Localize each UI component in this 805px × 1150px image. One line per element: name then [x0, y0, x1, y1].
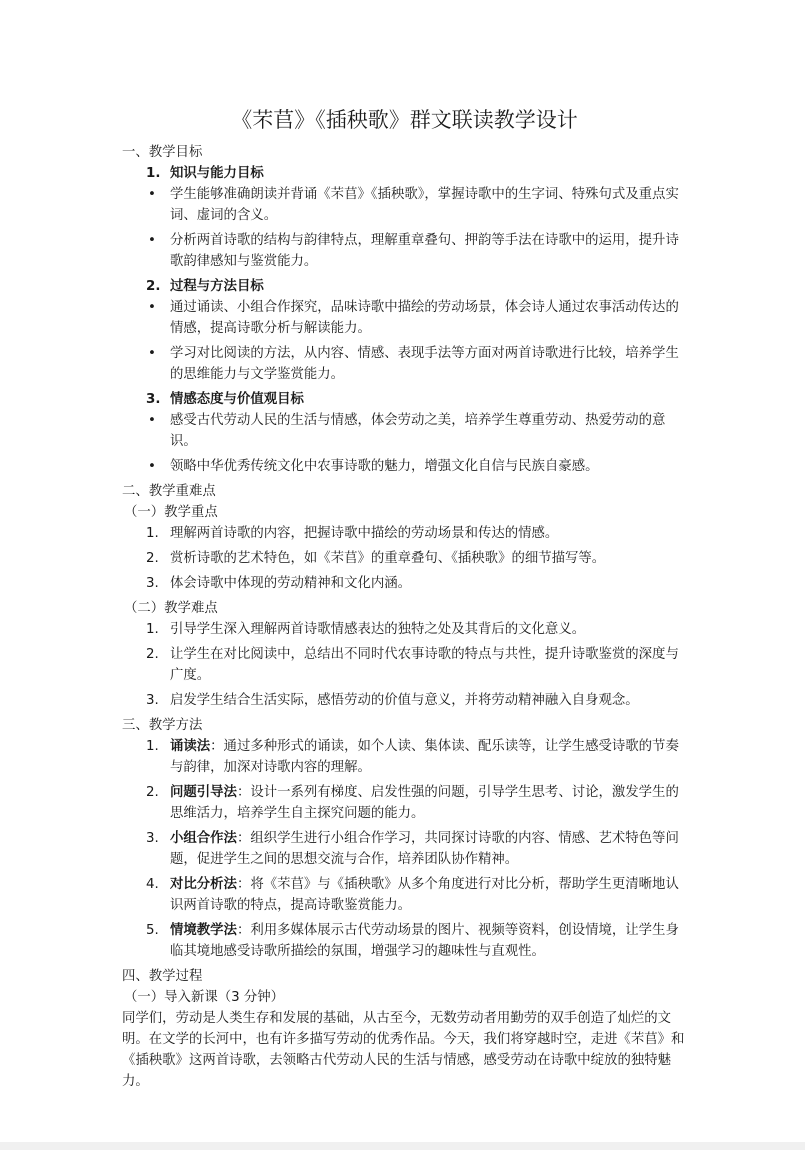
goal-group-title: 过程与方法目标 [170, 279, 264, 294]
bullet-icon: • [148, 346, 156, 361]
list-text: 启发学生结合生活实际，感悟劳动的价值与意义，并将劳动精神融入自身观念。 [170, 693, 639, 708]
list-number: 4. [146, 877, 159, 892]
method-label: 情境教学法 [170, 923, 237, 938]
goal-bullet-item [122, 410, 687, 452]
list-item [122, 619, 687, 640]
goal-text: 通过诵读、小组合作探究，品味诗歌中描绘的劳动场景，体会诗人通过农事活动传达的情感，提高诗歌分析与解读能力。 [170, 300, 679, 336]
section-heading-process: 四、教学过程 [122, 969, 203, 984]
document-body [122, 106, 687, 1092]
list-number: 1. [146, 622, 159, 637]
subsection-heading-intro: （一）导入新课（3 分钟） [124, 990, 285, 1005]
section-heading-goals: 一、教学目标 [122, 145, 203, 160]
list-number: 2. [146, 551, 159, 566]
list-text: 理解两首诗歌的内容，把握诗歌中描绘的劳动场景和传达的情感。 [170, 526, 559, 541]
section-heading-methods: 三、教学方法 [122, 718, 203, 733]
goal-group-number: 3. [146, 392, 161, 407]
bullet-icon: • [148, 413, 156, 428]
goal-text: 学习对比阅读的方法，从内容、情感、表现手法等方面对两首诗歌进行比较，培养学生的思维能力与文学鉴赏能力。 [170, 346, 679, 382]
goal-text: 感受古代劳动人民的生活与情感，体会劳动之美，培养学生尊重劳动、热爱劳动的意识。 [170, 413, 666, 449]
list-number: 2. [146, 647, 159, 662]
intro-paragraph: 同学们，劳动是人类生存和发展的基础，从古至今，无数劳动者用勤劳的双手创造了灿烂的文明。在文学的长河中，也有许多描写劳动的优秀作品。今天，我们将穿越时空，走进《芣苢》和《插秧歌》这两首诗歌，去领略古代劳动人民的生活与情感，感受劳动在诗歌中绽放的独特魅力。 [122, 1011, 685, 1089]
goal-group-2 [122, 276, 687, 297]
list-text: 体会诗歌中体现的劳动精神和文化内涵。 [170, 576, 412, 591]
goal-group-number: 1. [146, 166, 161, 181]
subsection-heading-difficulty: （二）教学难点 [124, 601, 218, 616]
bullet-icon: • [148, 233, 156, 248]
list-number: 3. [146, 831, 159, 846]
bullet-icon: • [148, 459, 156, 474]
document-title: 《芣苢》《插秧歌》群文联读教学设计 [231, 108, 578, 132]
list-number: 5. [146, 923, 159, 938]
method-text: ：设计一系列有梯度、启发性强的问题，引导学生思考、讨论，激发学生的思维活力，培养学生自主探究问题的能力。 [170, 785, 679, 821]
method-text: ：通过多种形式的诵读，如个人读、集体读、配乐读等，让学生感受诗歌的节奏与韵律，加深对诗歌内容的理解。 [170, 739, 679, 775]
goal-bullet-item [122, 184, 687, 226]
method-item [122, 920, 687, 962]
method-item [122, 828, 687, 870]
list-text: 让学生在对比阅读中，总结出不同时代农事诗歌的特点与共性，提升诗歌鉴赏的深度与广度。 [170, 647, 679, 683]
list-number: 1. [146, 739, 159, 754]
method-text: ：组织学生进行小组合作学习，共同探讨诗歌的内容、情感、艺术特色等问题，促进学生之间的思想交流与合作，培养团队协作精神。 [170, 831, 679, 867]
goal-bullet-item [122, 343, 687, 385]
goal-text: 领略中华优秀传统文化中农事诗歌的魅力，增强文化自信与民族自豪感。 [170, 459, 599, 474]
section-heading-keypoints: 二、教学重难点 [122, 484, 216, 499]
list-item [122, 573, 687, 594]
goal-bullet-item [122, 230, 687, 272]
list-number: 3. [146, 693, 159, 708]
method-item [122, 874, 687, 916]
method-label: 小组合作法 [170, 831, 237, 846]
list-number: 3. [146, 576, 159, 591]
goal-bullet-item [122, 456, 687, 477]
list-item [122, 644, 687, 686]
list-item [122, 690, 687, 711]
bullet-icon: • [148, 300, 156, 315]
method-label: 问题引导法 [170, 785, 237, 800]
goal-bullet-item [122, 297, 687, 339]
method-item [122, 782, 687, 824]
list-text: 赏析诗歌的艺术特色，如《芣苢》的重章叠句、《插秧歌》的细节描写等。 [170, 551, 606, 566]
bullet-icon: • [148, 187, 156, 202]
method-label: 诵读法 [170, 739, 211, 754]
goal-group-1 [122, 163, 687, 184]
method-item [122, 736, 687, 778]
goal-text: 分析两首诗歌的结构与韵律特点，理解重章叠句、押韵等手法在诗歌中的运用，提升诗歌韵律感知与鉴赏能力。 [170, 233, 679, 269]
goal-text: 学生能够准确朗读并背诵《芣苢》《插秧歌》，掌握诗歌中的生字词、特殊句式及重点实词、虚词的含义。 [170, 187, 679, 223]
method-label: 对比分析法 [170, 877, 237, 892]
list-item [122, 548, 687, 569]
list-number: 2. [146, 785, 159, 800]
subsection-heading-focus: （一）教学重点 [124, 505, 218, 520]
list-text: 引导学生深入理解两首诗歌情感表达的独特之处及其背后的文化意义。 [170, 622, 586, 637]
list-number: 1. [146, 526, 159, 541]
goal-group-title: 知识与能力目标 [170, 166, 264, 181]
list-item [122, 523, 687, 544]
method-text: ：利用多媒体展示古代劳动场景的图片、视频等资料，创设情境，让学生身临其境地感受诗歌所描绘的氛围，增强学习的趣味性与直观性。 [170, 923, 679, 959]
method-text: ：将《芣苢》与《插秧歌》从多个角度进行对比分析，帮助学生更清晰地认识两首诗歌的特点，提高诗歌鉴赏能力。 [170, 877, 679, 913]
goal-group-number: 2. [146, 279, 161, 294]
goal-group-3 [122, 389, 687, 410]
goal-group-title: 情感态度与价值观目标 [170, 392, 304, 407]
